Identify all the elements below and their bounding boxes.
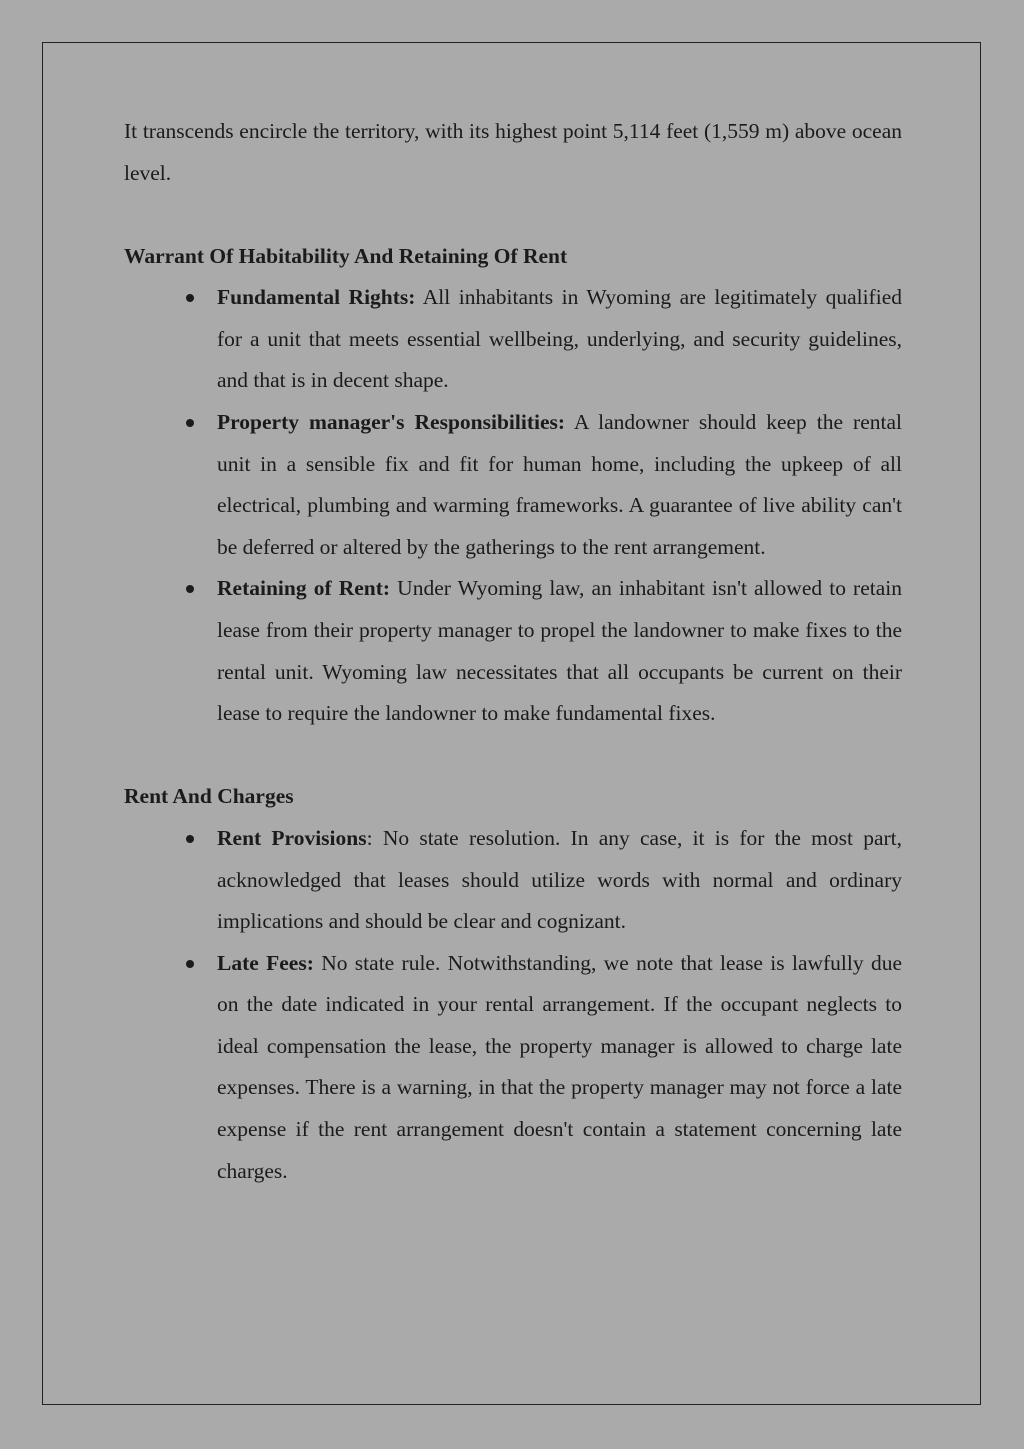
document-body [124,111,902,1192]
intro-paragraph: It transcends encircle the territory, with its highest point 5,114 feet (1,559 m) above ocean level. [124,119,902,185]
section-heading: Rent And Charges [124,784,294,809]
item-term: Rent Provisions [217,825,367,850]
list-item [217,568,902,734]
bullet-icon [186,419,194,427]
bullet-icon [186,294,194,302]
list-item [217,943,902,1193]
item-text: No state rule. Notwithstanding, we note that lease is lawfully due on the date indicated in your rental arrangement. If the occupant neglects to ideal compensation the lease, the property manager is allowed to charge late expenses. There is a warning, in that the property manager may not force a late expense if the rent arrangement doesn't contain a statement concerning late charges. [217,950,902,1183]
bullet-list [124,818,902,1192]
section-habitability [124,236,902,735]
section-heading: Warrant Of Habitability And Retaining Of Rent [124,243,568,268]
item-term: Fundamental Rights: [217,285,416,310]
bullet-icon [186,585,194,593]
item-term: Property manager's Responsibilities: [217,410,566,435]
item-term: Late Fees: [217,950,314,975]
item-term: Retaining of Rent: [217,576,391,601]
list-item [217,818,902,943]
item-text: : No state resolution. In any case, it is for the most part, acknowledged that leases should utilize words with normal and ordinary implications and should be clear and cognizant. [217,825,902,934]
bullet-icon [186,960,194,968]
list-item [217,402,902,568]
section-rent-charges [124,776,902,1192]
item-text: Under Wyoming law, an inhabitant isn't allowed to retain lease from their property manager to propel the landowner to make fixes to the rental unit. Wyoming law necessitates that all occupants be current on their lease to require the landowner to make fundamental fixes. [217,576,902,726]
list-item [217,277,902,402]
bullet-list [124,277,902,735]
item-text: All inhabitants in Wyoming are legitimately qualified for a unit that meets essential wellbeing, underlying, and security guidelines, and that is in decent shape. [217,285,902,393]
bullet-icon [186,835,194,843]
item-text: A landowner should keep the rental unit in a sensible fix and fit for human home, including the upkeep of all electrical, plumbing and warming frameworks. A guarantee of live ability can't be deferred or altered by the gatherings to the rent arrangement. [217,410,902,559]
